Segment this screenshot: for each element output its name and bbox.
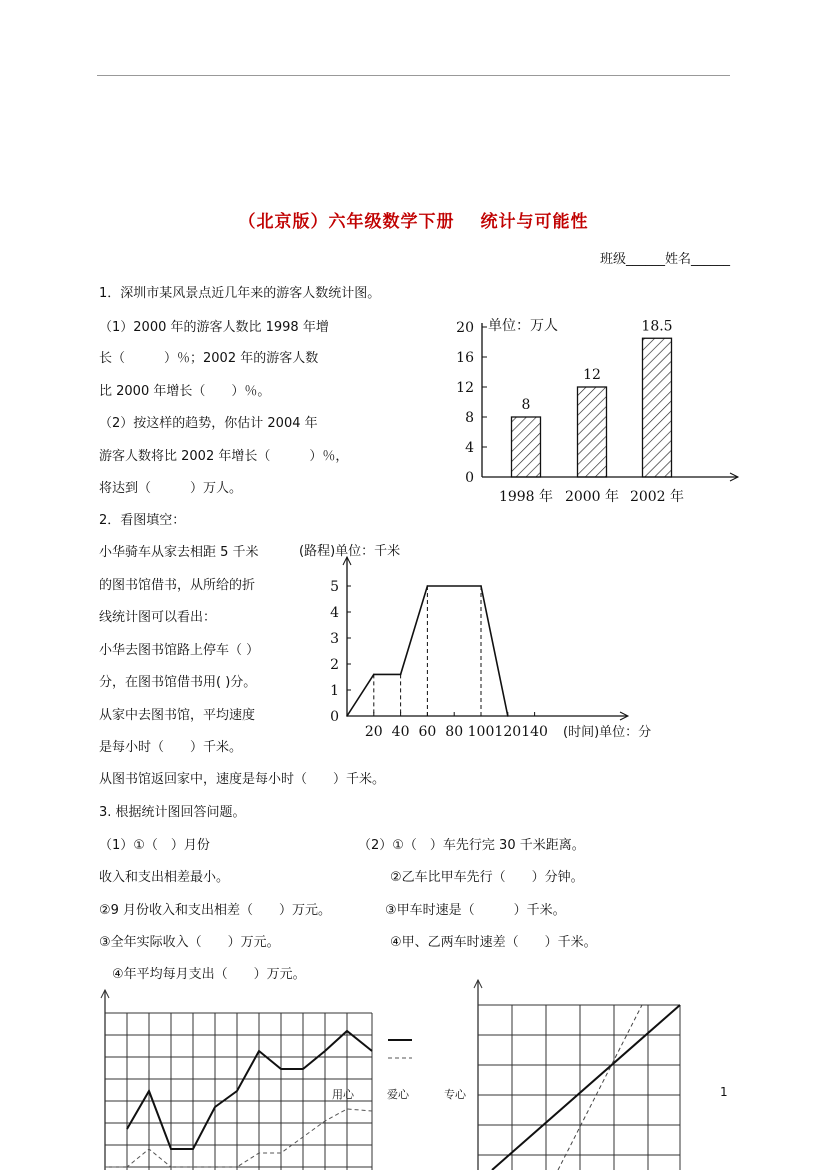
- bar-value-label: 8: [521, 397, 531, 413]
- q2-line: 从图书馆返回家中，速度是每小时（ ）千米。: [99, 772, 386, 787]
- q2-line: 线统计图可以看出：: [99, 610, 217, 625]
- x-tick-label: 140: [521, 724, 548, 740]
- data-point: [400, 674, 402, 676]
- q1-heading: 1．深圳市某风景点近几年来的游客人数统计图。: [99, 286, 381, 301]
- q3-right-line: （2）①（ ）车先行完 30 千米距离。: [358, 838, 585, 853]
- data-point: [373, 674, 375, 676]
- y-tick-label: 2: [330, 657, 339, 673]
- y-tick-label: 4: [330, 605, 339, 621]
- q3-left-line: ②9 月份收入和支出相差（ ）万元。: [99, 903, 332, 918]
- data-point: [480, 585, 482, 587]
- q3-right-line: ②乙车比甲车先行（ ）分钟。: [390, 870, 584, 885]
- page-title: （北京版）六年级数学下册 统计与可能性: [238, 212, 589, 232]
- category-label: 1998 年: [498, 489, 554, 505]
- page-number: 1: [720, 1085, 728, 1099]
- class-name-line: 班级______姓名______: [599, 252, 730, 267]
- x-tick-label: 120: [494, 724, 522, 740]
- data-point: [427, 585, 429, 587]
- q1-line: 将达到（ ）万人。: [99, 481, 243, 496]
- data-point: [507, 715, 509, 717]
- visitor-bar-chart: [440, 305, 750, 520]
- bar: [643, 338, 672, 477]
- bar: [512, 417, 541, 477]
- y-tick-label: 0: [330, 709, 339, 725]
- q3-left-line: ③全年实际收入（ ）万元。: [99, 935, 280, 950]
- y-tick-label: 8: [465, 410, 474, 426]
- q3-left-line: ④年平均每月支出（ ）万元。: [112, 967, 306, 982]
- bar-value-label: 18.5: [641, 318, 673, 335]
- expense-line: [105, 1109, 372, 1167]
- car-distance-chart: [462, 975, 692, 1170]
- car-a-line: [492, 1005, 680, 1170]
- float-label: 爱心: [387, 1088, 409, 1101]
- q3-heading: 3. 根据统计图回答问题。: [99, 805, 246, 820]
- x-tick-label: 100: [467, 724, 495, 740]
- y-tick-label: 16: [456, 350, 474, 366]
- category-label: 2002 年: [629, 489, 685, 505]
- float-label: 专心: [444, 1088, 466, 1101]
- q2-line: 是每小时（ ）千米。: [99, 740, 243, 755]
- q1-line: 比 2000 年增长（ ）％。: [99, 384, 271, 399]
- x-axis-label: (时间)单位：分: [563, 725, 652, 740]
- q1-line: （1）2000 年的游客人数比 1998 年增: [99, 320, 329, 335]
- income-expense-chart: [90, 985, 420, 1170]
- distance-time-line-chart: [295, 535, 675, 745]
- x-tick-label: 60: [418, 724, 437, 740]
- q1-line: 游客人数将比 2002 年增长（ ）％，: [99, 449, 349, 464]
- y-tick-label: 5: [330, 579, 339, 595]
- q2-line: 的图书馆借书，从所给的折: [99, 578, 256, 593]
- category-label: 2000 年: [564, 489, 620, 505]
- header-rule: [97, 75, 730, 76]
- q3-right-line: ④甲、乙两车时速差（ ）千米。: [390, 935, 597, 950]
- y-tick-label: 1: [330, 683, 339, 699]
- y-tick-label: 12: [456, 380, 474, 396]
- q1-line: 长（ ）％；2002 年的游客人数: [99, 351, 319, 366]
- q1-line: （2）按这样的趋势，你估计 2004 年: [99, 416, 318, 431]
- bar-value-label: 12: [583, 367, 601, 383]
- q3-left-line: （1）①（ ）月份: [99, 838, 210, 853]
- q2-line: 分，在图书馆借书用( )分。: [99, 675, 257, 690]
- q3-right-line: ③甲车时速是（ ）千米。: [385, 903, 566, 918]
- x-tick-label: 40: [391, 724, 410, 740]
- y-axis-label: (路程)单位：千米: [299, 544, 401, 559]
- data-point: [346, 715, 348, 717]
- y-tick-label: 4: [465, 440, 474, 456]
- x-tick-label: 80: [445, 724, 464, 740]
- q2-line: 小华骑车从家去相距 5 千米: [99, 545, 259, 560]
- q2-heading: 2．看图填空：: [99, 513, 186, 528]
- q2-line: 小华去图书馆路上停车（ ）: [99, 643, 260, 658]
- q3-left-line: 收入和支出相差最小。: [99, 870, 230, 885]
- y-tick-label: 0: [465, 470, 474, 486]
- y-tick-label: 3: [330, 631, 339, 647]
- unit-label: 单位：万人: [488, 318, 558, 334]
- x-tick-label: 20: [364, 724, 383, 740]
- bar: [578, 387, 607, 477]
- q2-line: 从家中去图书馆，平均速度: [99, 708, 256, 723]
- car-b-line: [558, 1005, 642, 1170]
- y-tick-label: 20: [456, 320, 474, 336]
- float-label: 用心: [332, 1088, 354, 1101]
